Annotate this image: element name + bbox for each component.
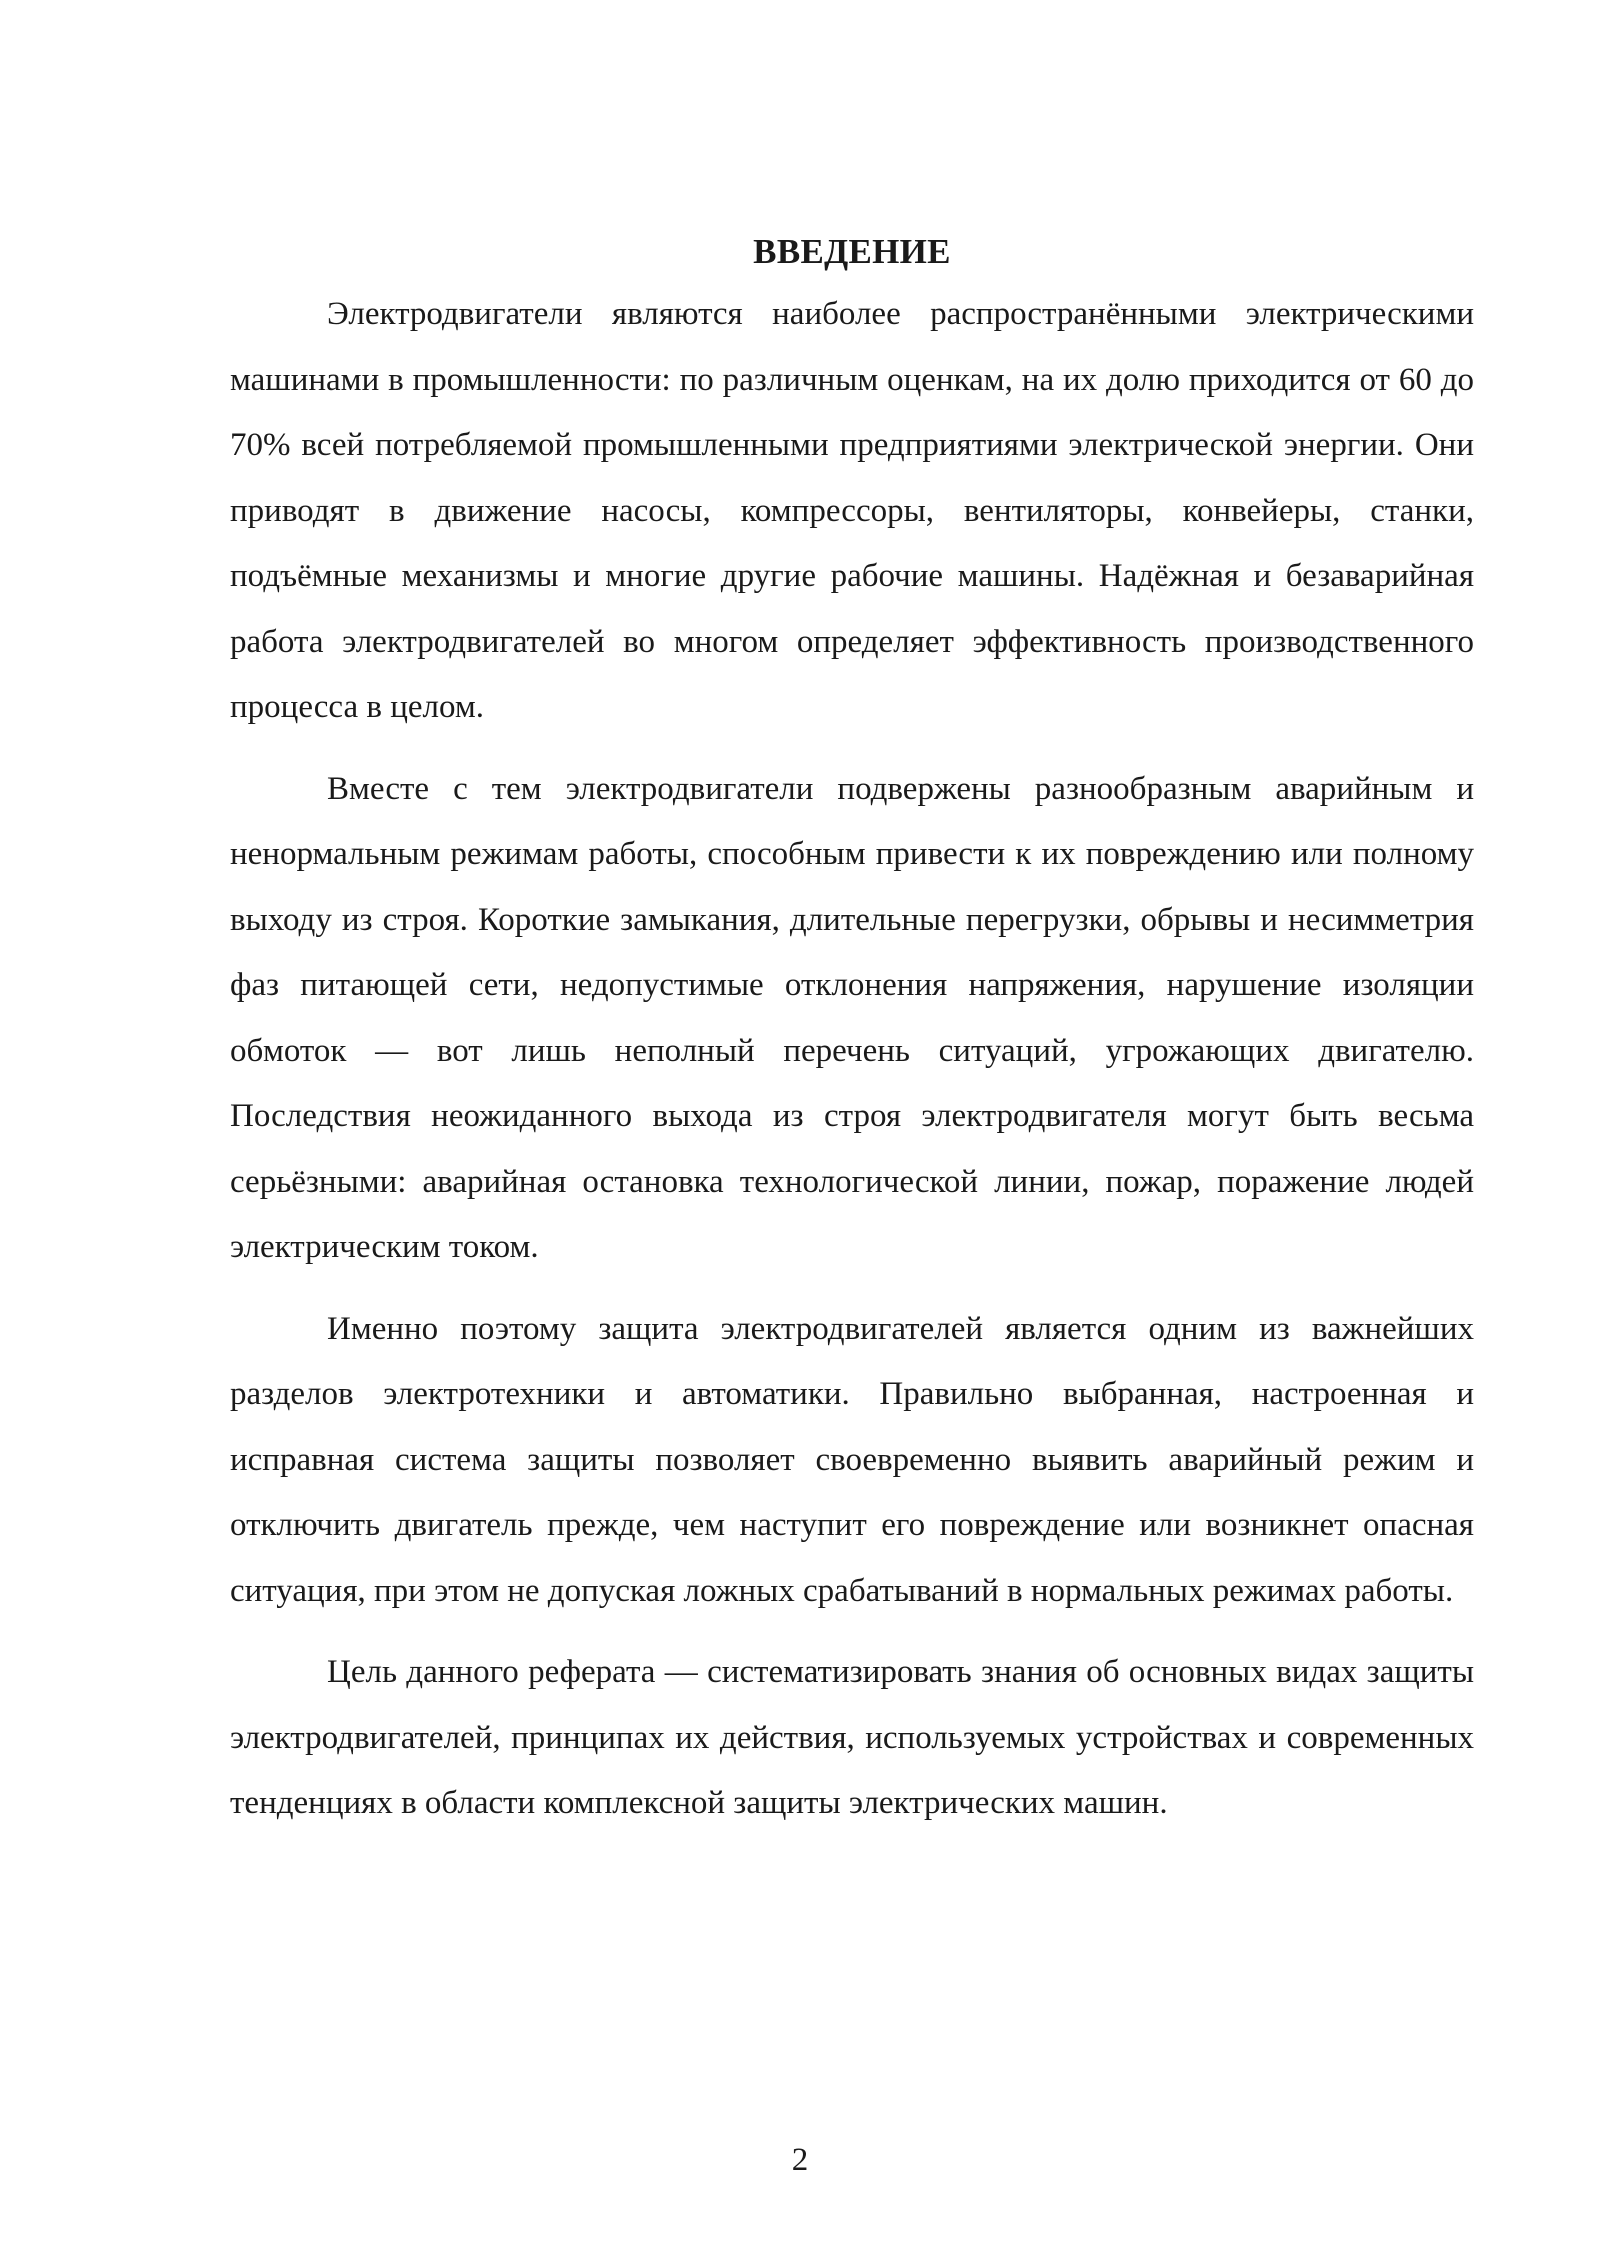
page-number: 2 bbox=[791, 2142, 809, 2178]
paragraph-intro: Электродвигатели являются наиболее распространёнными электрическими машинами в промышленности: по различным оценкам, на их долю приходится от 60 до 70% всей потребляемой промышленными предприятиями электрической энергии. Они приводят в движение насосы, компрессоры, вентиляторы, конвейеры, станки, подъёмные механизмы и многие другие рабочие машины. Надёжная и безаварийная работа электродвигателей во многом определяет эффективность производственного процесса в целом. bbox=[230, 296, 1474, 725]
section-heading: ВВЕДЕНИЕ bbox=[753, 232, 951, 271]
paragraph-protection-importance: Именно поэтому защита электродвигателей является одним из важнейших разделов электротехники и автоматики. Правильно выбранная, настроенная и исправная система защиты позволяет своевременно выявить аварийный режим и отключить двигатель прежде, чем наступит его повреждение или возникнет опасная ситуация, при этом не допуская ложных срабатываний в нормальных режимах работы. bbox=[230, 1310, 1474, 1609]
page-content bbox=[230, 222, 1474, 1853]
paragraph-goal: Цель данного реферата — систематизировать знания об основных видах защиты электродвигателей, принципах их действия, используемых устройствах и современных тенденциях в области комплексной защиты электрических машин. bbox=[230, 1654, 1474, 1821]
paragraph-emergency-modes: Вместе с тем электродвигатели подвержены разнообразным аварийным и ненормальным режимам работы, способным привести к их повреждению или полному выходу из строя. Короткие замыкания, длительные перегрузки, обрывы и несимметрия фаз питающей сети, недопустимые отклонения напряжения, нарушение изоляции обмоток — вот лишь неполный перечень ситуаций, угрожающих двигателю. Последствия неожиданного выхода из строя электродвигателя могут быть весьма серьёзными: аварийная остановка технологической линии, пожар, поражение людей электрическим током. bbox=[230, 770, 1474, 1265]
